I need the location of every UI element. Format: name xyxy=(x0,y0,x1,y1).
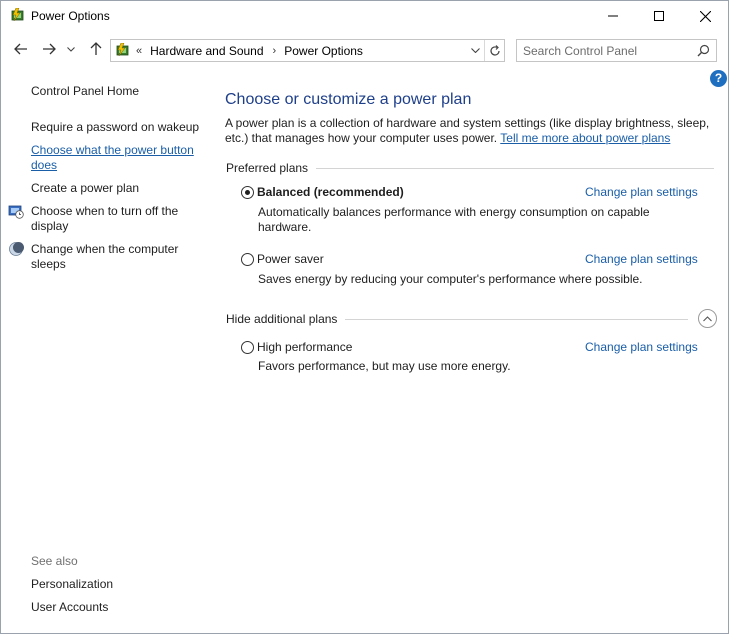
page-title: Choose or customize a power plan xyxy=(225,91,472,108)
sidebar-item-create-power-plan[interactable]: Create a power plan xyxy=(31,181,140,195)
search-box[interactable] xyxy=(516,39,717,62)
radio-power-saver[interactable] xyxy=(241,253,254,266)
sidebar-item-power-button[interactable]: Choose what the power button does xyxy=(31,143,194,172)
sidebar xyxy=(1,81,211,621)
up-arrow-icon xyxy=(90,42,102,56)
power-options-icon xyxy=(114,43,130,59)
search-input[interactable] xyxy=(523,44,688,58)
forward-arrow-icon xyxy=(42,43,56,55)
divider xyxy=(316,168,714,169)
minimize-icon xyxy=(608,11,618,21)
plan-name-power-saver[interactable]: Power saver xyxy=(257,252,324,266)
address-bar[interactable] xyxy=(110,39,505,62)
plan-name-high-performance[interactable]: High performance xyxy=(257,340,353,354)
help-icon[interactable]: ? xyxy=(710,70,727,87)
divider xyxy=(345,319,688,320)
title-bar xyxy=(1,1,728,32)
change-plan-settings-high-performance[interactable]: Change plan settings xyxy=(585,340,698,354)
refresh-icon xyxy=(489,45,501,57)
maximize-icon xyxy=(654,11,664,21)
close-button[interactable] xyxy=(682,1,728,31)
back-button[interactable] xyxy=(11,38,31,60)
up-button[interactable] xyxy=(86,38,106,60)
intro-description: A power plan is a collection of hardware and system settings (like display brightness, sleep, etc.) that manages how your computer uses power. xyxy=(225,116,710,145)
chevron-down-icon xyxy=(471,48,480,53)
sidebar-item-require-password[interactable]: Require a password on wakeup xyxy=(31,120,200,134)
search-icon[interactable] xyxy=(697,44,710,60)
sidebar-item-control-panel-home[interactable]: Control Panel Home xyxy=(31,84,140,98)
plan-desc-power-saver: Saves energy by reducing your computer's performance where possible. xyxy=(258,272,643,286)
minimize-button[interactable] xyxy=(590,1,636,31)
hide-additional-plans-header xyxy=(226,312,714,326)
change-plan-settings-balanced[interactable]: Change plan settings xyxy=(585,185,698,199)
breadcrumb-hardware-and-sound[interactable]: Hardware and Sound xyxy=(150,43,264,58)
chevron-up-icon xyxy=(703,316,712,322)
breadcrumb-power-options[interactable]: Power Options xyxy=(284,43,363,58)
monitor-clock-icon xyxy=(8,203,24,219)
address-history-button[interactable] xyxy=(466,40,484,61)
forward-button[interactable] xyxy=(39,38,59,60)
sidebar-item-computer-sleeps[interactable]: Change when the computer sleeps xyxy=(31,242,179,271)
intro-text xyxy=(225,116,713,146)
change-plan-settings-power-saver[interactable]: Change plan settings xyxy=(585,252,698,266)
moon-sleep-icon xyxy=(8,241,24,257)
see-also-heading: See also xyxy=(31,554,78,568)
refresh-button[interactable] xyxy=(484,40,504,61)
close-icon xyxy=(700,11,711,22)
breadcrumb-overflow[interactable]: « xyxy=(136,44,143,57)
radio-high-performance[interactable] xyxy=(241,341,254,354)
sidebar-item-personalization[interactable]: Personalization xyxy=(31,577,114,591)
power-options-icon xyxy=(9,8,25,24)
back-arrow-icon xyxy=(14,43,28,55)
sidebar-item-display-off[interactable]: Choose when to turn off the display xyxy=(31,204,179,233)
radio-balanced[interactable] xyxy=(241,186,254,199)
window-title: Power Options xyxy=(31,9,110,23)
collapse-button[interactable] xyxy=(698,309,717,328)
sidebar-item-user-accounts[interactable]: User Accounts xyxy=(31,600,109,614)
chevron-down-icon xyxy=(67,47,75,52)
maximize-button[interactable] xyxy=(636,1,682,31)
hide-additional-plans-label[interactable]: Hide additional plans xyxy=(226,312,338,326)
tell-me-more-link[interactable]: Tell me more about power plans xyxy=(500,131,671,145)
plan-desc-balanced: Automatically balances performance with energy consumption on capable hardware. xyxy=(258,205,650,234)
plan-desc-high-performance: Favors performance, but may use more energy. xyxy=(258,359,511,373)
breadcrumb-separator-icon[interactable]: › xyxy=(272,44,277,57)
recent-locations-button[interactable] xyxy=(64,38,78,60)
preferred-plans-label: Preferred plans xyxy=(226,161,309,175)
navigation-bar xyxy=(1,34,728,66)
preferred-plans-header xyxy=(226,161,714,175)
plan-name-balanced[interactable]: Balanced (recommended) xyxy=(257,185,404,199)
